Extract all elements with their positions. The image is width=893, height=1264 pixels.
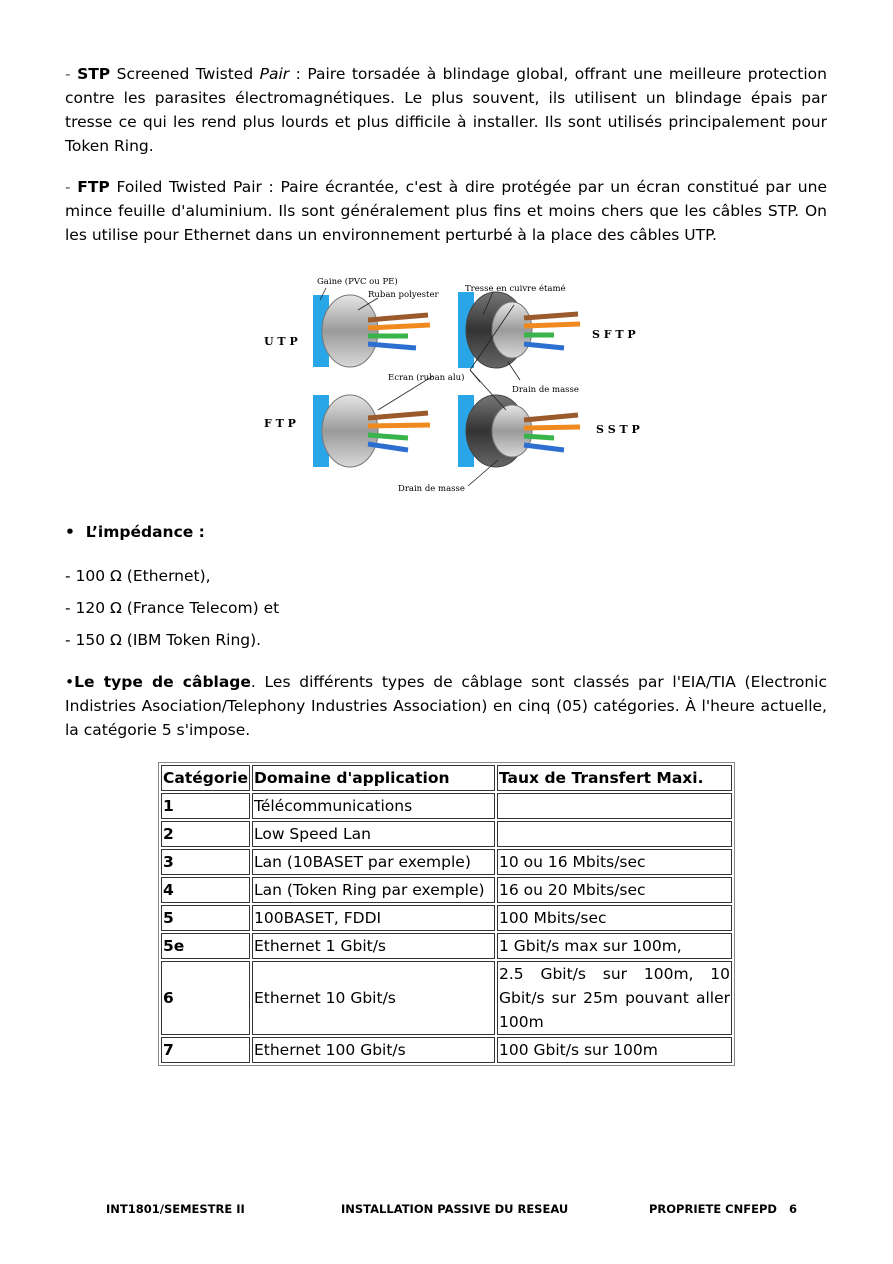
table-row — [161, 1037, 732, 1063]
sstp-cable-drawing — [458, 395, 580, 467]
table-row — [161, 905, 732, 931]
impedance-title: L’impédance : — [85, 523, 205, 541]
ftp-label: F T P — [264, 417, 296, 430]
utp-cable-drawing — [313, 295, 430, 367]
row-category: 6 — [161, 961, 250, 1035]
row-domain: Ethernet 100 Gbit/s — [252, 1037, 495, 1063]
impedance-item-120: - 120 Ω (France Telecom) et — [65, 599, 280, 617]
table-row — [161, 961, 732, 1035]
row-rate: 10 ou 16 Mbits/sec — [497, 849, 732, 875]
ecran-label: Ecran (ruban alu) — [388, 373, 465, 383]
header-categorie: Catégorie — [161, 765, 250, 791]
footer-right: PROPRIETE CNFEPD — [649, 1202, 777, 1216]
ftp-cable-drawing — [313, 395, 430, 467]
ftp-dash: - — [65, 178, 71, 196]
stp-paragraph — [65, 62, 827, 158]
impedance-item-150: - 150 Ω (IBM Token Ring). — [65, 631, 262, 649]
stp-text: : Paire torsadée à blindage global, offrant une meilleure protection contre les parasites électromagnétiques. Le plus souvent, ils utilisent un blindage épais par tresse ce qui les rend plus lourds et plus difficile à installer. Ils sont utilisés principalement pour Token Ring. — [65, 65, 827, 155]
drain-bottom-label: Drain de masse — [398, 484, 465, 494]
row-rate — [497, 821, 732, 847]
row-rate-text: 2.5 Gbit/s sur 100m, 10 Gbit/s sur 25m pouvant aller 100m — [498, 965, 730, 1031]
row-rate: 100 Mbits/sec — [497, 905, 732, 931]
cabling-paragraph — [65, 670, 827, 742]
footer-left: INT1801/SEMESTRE II — [106, 1202, 245, 1216]
row-domain — [252, 877, 495, 903]
header-domaine: Domaine d'application — [252, 765, 495, 791]
ruban-label: Ruban polyester — [368, 290, 439, 300]
row-domain: Télécommunications — [252, 793, 495, 819]
row-domain: Lan (10BASET par exemple) — [252, 849, 495, 875]
impedance-item-100: - 100 Ω (Ethernet), — [65, 567, 211, 585]
stp-dash: - — [65, 65, 71, 83]
impedance-heading — [65, 521, 205, 543]
table-row — [161, 877, 732, 903]
footer-center: INSTALLATION PASSIVE DU RESEAU — [341, 1202, 569, 1216]
sstp-label: S S T P — [596, 423, 640, 436]
impedance-bullet: • — [65, 523, 75, 541]
row-domain: Ethernet 1 Gbit/s — [252, 933, 495, 959]
table-row — [161, 933, 732, 959]
row-category: 1 — [161, 793, 250, 819]
row-category: 5 — [161, 905, 250, 931]
utp-label: U T P — [264, 335, 298, 348]
row-domain: 100BASET, FDDI — [252, 905, 495, 931]
row-rate — [497, 961, 732, 1035]
drain-top-label: Drain de masse — [512, 385, 579, 395]
table-row — [161, 821, 732, 847]
row-category: 4 — [161, 877, 250, 903]
page-number: 6 — [789, 1202, 798, 1216]
category-table — [158, 762, 735, 1066]
row-domain: Low Speed Lan — [252, 821, 495, 847]
gaine-label: Gaine (PVC ou PE) — [317, 277, 398, 287]
table-row — [161, 849, 732, 875]
stp-name: Screened Twisted — [110, 65, 260, 83]
row-category: 7 — [161, 1037, 250, 1063]
table-header-row — [161, 765, 732, 791]
stp-name-italic: Pair — [259, 65, 290, 83]
header-taux: Taux de Transfert Maxi. — [497, 765, 732, 791]
ftp-paragraph — [65, 175, 827, 247]
sftp-cable-drawing — [458, 292, 580, 368]
tresse-label: Tresse en cuivre étamé — [465, 284, 566, 294]
ftp-text: Foiled Twisted Pair : Paire écrantée, c'est à dire protégée par un écran constitué par une mince feuille d'aluminium. Ils sont généralement plus fins et moins chers que les câbles STP. On les utilise pour Ethernet dans un environnement perturbé à la place des câbles UTP. — [65, 178, 827, 244]
cable-types-figure — [258, 270, 650, 498]
cabling-title: Le type de câblage — [74, 673, 251, 691]
row-rate: 16 ou 20 Mbits/sec — [497, 877, 732, 903]
row-rate: 1 Gbit/s max sur 100m, — [497, 933, 732, 959]
cabling-bullet: • — [65, 673, 75, 691]
sftp-label: S F T P — [592, 328, 636, 341]
row-category: 5e — [161, 933, 250, 959]
table-row — [161, 793, 732, 819]
stp-abbr: STP — [77, 65, 111, 83]
row-domain-text: Lan (Token Ring par exemple) — [253, 881, 485, 899]
row-domain: Ethernet 10 Gbit/s — [252, 961, 495, 1035]
row-rate — [497, 793, 732, 819]
cabling-text: . Les différents types de câblage sont classés par l'EIA/TIA (Electronic Indistries Asociation/Telephony Industries Association) en cinq (05) catégories. À l'heure actuelle, la catégorie 5 s'impose. — [65, 673, 827, 739]
ftp-abbr: FTP — [77, 178, 110, 196]
row-category: 2 — [161, 821, 250, 847]
row-rate: 100 Gbit/s sur 100m — [497, 1037, 732, 1063]
row-category: 3 — [161, 849, 250, 875]
